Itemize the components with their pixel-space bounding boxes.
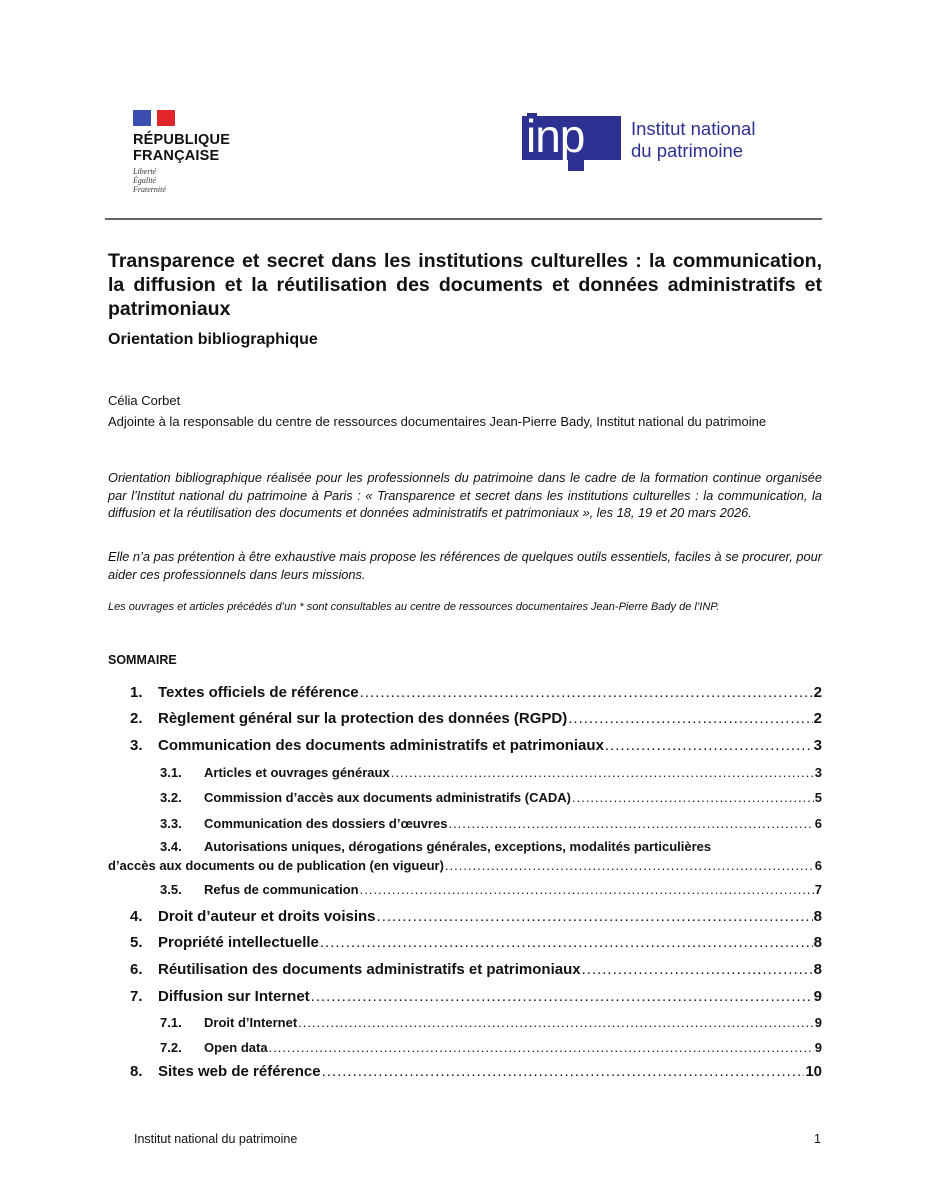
toc-label: Règlement général sur la protection des données (RGPD) (158, 710, 568, 727)
toc-leader-dots (448, 816, 813, 831)
rf-motto (133, 167, 243, 194)
toc-num: 4. (130, 908, 143, 925)
toc-leader-dots (311, 988, 813, 1005)
inp-name-line1: Institut national (631, 118, 756, 139)
toc-page: 10 (805, 1063, 822, 1080)
inp-acronym: inp (526, 110, 585, 162)
toc-entry-6[interactable] (130, 961, 822, 978)
toc-label: Articles et ouvrages généraux (204, 765, 390, 780)
toc-leader-dots (605, 737, 813, 754)
toc-leader-dots (377, 908, 813, 925)
toc-label-line2: d’accès aux documents ou de publication (en vigueur) (108, 858, 444, 873)
toc-label-line1: Autorisations uniques, dérogations générales, exceptions, modalités particulières (204, 839, 712, 854)
toc-leader-dots (582, 961, 813, 978)
toc-page: 3 (813, 737, 822, 754)
toc-entry-5[interactable] (130, 934, 822, 951)
toc-page: 6 (814, 816, 822, 831)
toc-entry-3-2[interactable] (160, 790, 822, 805)
toc-page: 5 (814, 790, 822, 805)
rf-motto-liberte: Liberté (133, 167, 157, 176)
republique-francaise-logo (133, 110, 243, 194)
toc-entry-7[interactable] (130, 988, 822, 1005)
toc-leader-dots (269, 1040, 814, 1055)
toc-num: 3.4. (160, 839, 182, 854)
header-divider (105, 218, 822, 220)
toc-num: 3.5. (160, 882, 182, 897)
toc-num: 3.2. (160, 790, 182, 805)
toc-leader-dots (298, 1015, 814, 1030)
inp-name-line2: du patrimoine (631, 140, 744, 161)
toc-entry-3[interactable] (130, 737, 822, 754)
toc-num: 8. (130, 1063, 143, 1080)
author-role: Adjointe à la responsable du centre de ressources documentaires Jean-Pierre Bady, Institut national du patrimoine (108, 414, 767, 429)
toc-page: 2 (813, 710, 822, 727)
toc-entry-8[interactable] (130, 1063, 822, 1080)
document-title: Transparence et secret dans les institutions culturelles : la communication, la diffusion et la réutilisation des documents et données administratifs et patrimoniaux (108, 250, 822, 320)
toc-label: Communication des dossiers d’œuvres (204, 816, 448, 831)
toc-page: 8 (813, 961, 822, 978)
scope-paragraph: Elle n’a pas prétention à être exhaustive mais propose les références de quelques outils essentiels, faciles à se procurer, pour aider ces professionnels dans leurs missions. (108, 549, 822, 582)
rf-name-line1: RÉPUBLIQUE (133, 132, 231, 148)
toc-num: 7. (130, 988, 143, 1005)
toc-num: 7.2. (160, 1040, 182, 1055)
toc-num: 3.3. (160, 816, 182, 831)
toc-label: Diffusion sur Internet (158, 988, 310, 1005)
toc-leader-dots (360, 882, 814, 897)
toc-leader-dots (445, 858, 814, 873)
toc-page: 2 (813, 684, 822, 701)
marianne-flag-icon (133, 110, 243, 128)
availability-note: Les ouvrages et articles précédés d’un * sont consultables au centre de ressources documentaires Jean-Pierre Bady de l’INP. (108, 601, 720, 613)
toc-leader-dots (322, 1063, 805, 1080)
author-name: Célia Corbet (108, 393, 181, 408)
toc-page: 8 (813, 908, 822, 925)
toc-entry-3-5[interactable] (160, 882, 822, 897)
toc-page: 9 (814, 1015, 822, 1030)
toc-num: 2. (130, 710, 143, 727)
toc-entry-2[interactable] (130, 710, 822, 727)
toc-label: Textes officiels de référence (158, 684, 359, 701)
toc-page: 6 (814, 858, 822, 873)
toc-label: Sites web de référence (158, 1063, 321, 1080)
toc-entry-1[interactable] (130, 684, 822, 701)
footer-institution: Institut national du patrimoine (134, 1132, 298, 1146)
toc-label: Réutilisation des documents administratifs et patrimoniaux (158, 961, 581, 978)
toc-leader-dots (572, 790, 814, 805)
toc-page: 9 (813, 988, 822, 1005)
toc-page: 9 (814, 1040, 822, 1055)
inp-logo (522, 110, 756, 162)
toc-leader-dots (391, 765, 814, 780)
toc-label: Propriété intellectuelle (158, 934, 319, 951)
sommaire-heading: SOMMAIRE (108, 653, 177, 667)
toc-page: 8 (813, 934, 822, 951)
toc-entry-7-1[interactable] (160, 1015, 822, 1030)
toc-page: 3 (814, 765, 822, 780)
toc-label: Communication des documents administratifs et patrimoniaux (158, 737, 604, 754)
toc-entry-7-2[interactable] (160, 1040, 822, 1055)
inp-logo-text (631, 113, 755, 162)
inp-logo-mark-icon (522, 110, 621, 162)
rf-motto-egalite: Égalité (133, 176, 157, 185)
toc-label: Commission d’accès aux documents administratifs (CADA) (204, 790, 571, 805)
rf-name-line2: FRANÇAISE (133, 148, 220, 164)
document-subtitle: Orientation bibliographique (108, 331, 318, 348)
toc-label: Droit d’auteur et droits voisins (158, 908, 376, 925)
toc-label: Open data (204, 1040, 268, 1055)
toc-entry-3-1[interactable] (160, 765, 822, 780)
toc-entry-3-4[interactable] (108, 839, 822, 873)
toc-num: 6. (130, 961, 143, 978)
toc-label: Droit d’Internet (204, 1015, 298, 1030)
toc-num: 5. (130, 934, 143, 951)
toc-leader-dots (360, 684, 813, 701)
toc-page: 7 (814, 882, 822, 897)
rf-motto-fraternite: Fraternité (133, 185, 166, 194)
toc-num: 3.1. (160, 765, 182, 780)
toc-entry-4[interactable] (130, 908, 822, 925)
intro-paragraph: Orientation bibliographique réalisée pour les professionnels du patrimoine dans le cadre de la formation continue organisée par l’Institut national du patrimoine à Paris : « Transparence et secret dans les institutions culturelles : la communication, la diffusion et la réutilisation des documents et données administratifs et patrimoniaux », les 18, 19 et 20 mars 2026. (108, 470, 822, 520)
toc-leader-dots (320, 934, 813, 951)
toc-leader-dots (568, 710, 812, 727)
toc-num: 1. (130, 684, 143, 701)
footer-page-number: 1 (814, 1132, 821, 1146)
toc-num: 7.1. (160, 1015, 182, 1030)
toc-num: 3. (130, 737, 143, 754)
toc-label: Refus de communication (204, 882, 359, 897)
toc-entry-3-3[interactable] (160, 816, 822, 831)
